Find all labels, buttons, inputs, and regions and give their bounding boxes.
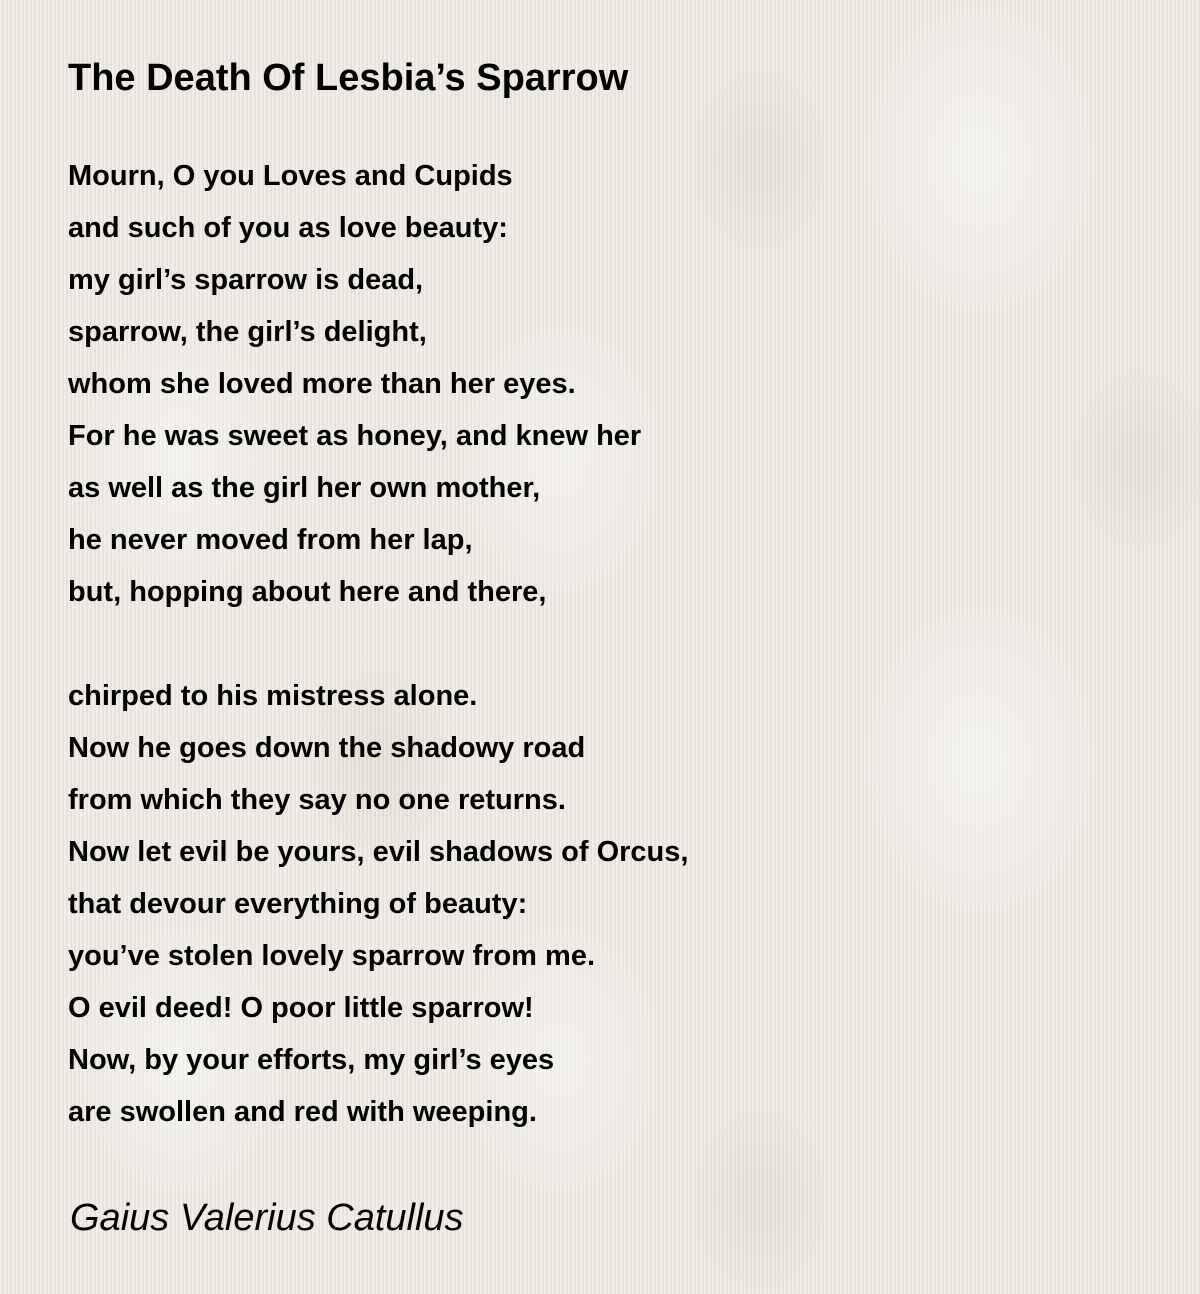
poem-line: but, hopping about here and there, xyxy=(68,576,547,608)
poem-line: from which they say no one returns. xyxy=(68,784,566,816)
poem-line: Now he goes down the shadowy road xyxy=(68,732,586,764)
poem-line: and such of you as love beauty: xyxy=(68,212,508,244)
poem-line: are swollen and red with weeping. xyxy=(68,1096,537,1128)
poem-line: sparrow, the girl’s delight, xyxy=(68,316,427,348)
poem-body xyxy=(68,150,688,1138)
poem-line: O evil deed! O poor little sparrow! xyxy=(68,992,534,1024)
poem-line: chirped to his mistress alone. xyxy=(68,680,478,712)
stanza-2 xyxy=(68,670,688,1138)
poem-line: he never moved from her lap, xyxy=(68,524,473,556)
poem-line: as well as the girl her own mother, xyxy=(68,472,541,504)
poem-author: Gaius Valerius Catullus xyxy=(70,1197,464,1239)
poem-line: Now, by your efforts, my girl’s eyes xyxy=(68,1044,555,1076)
poem-line: Now let evil be yours, evil shadows of Orcus, xyxy=(68,836,689,868)
poem-line: my girl’s sparrow is dead, xyxy=(68,264,424,296)
stanza-1 xyxy=(68,150,688,618)
poem-line: For he was sweet as honey, and knew her xyxy=(68,420,642,452)
poem-line: you’ve stolen lovely sparrow from me. xyxy=(68,940,595,972)
poem-line: that devour everything of beauty: xyxy=(68,888,528,920)
poem-title: The Death Of Lesbia’s Sparrow xyxy=(68,57,629,99)
poem-line: whom she loved more than her eyes. xyxy=(68,368,576,400)
poem-line: Mourn, O you Loves and Cupids xyxy=(68,160,513,192)
